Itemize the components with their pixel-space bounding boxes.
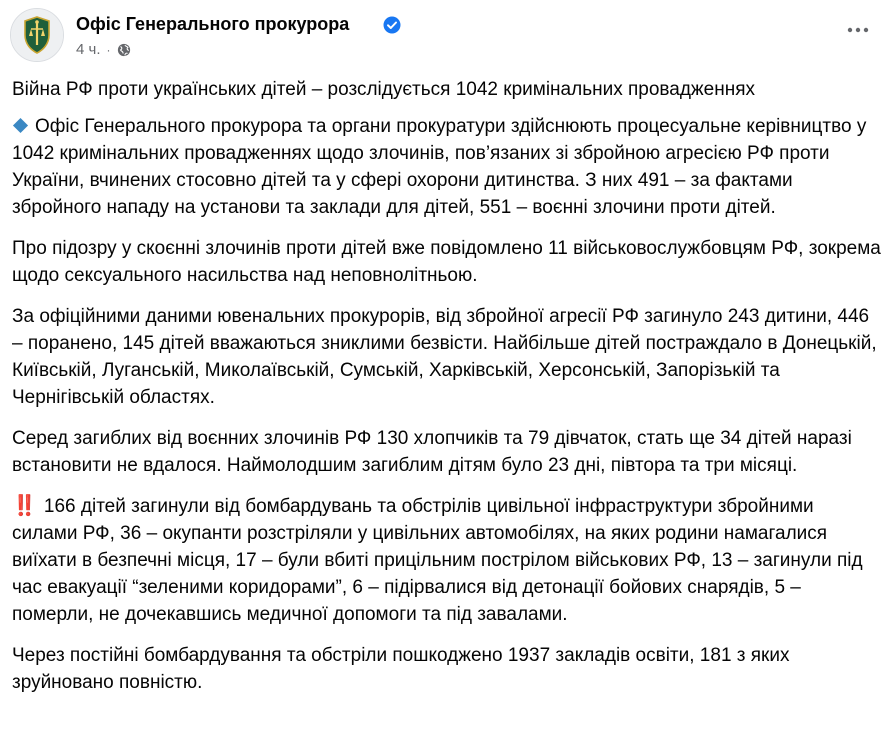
globe-icon[interactable]	[117, 43, 131, 57]
paragraph-text: Офіс Генерального прокурора та органи прокуратури здійснюють процесуальне керівництво у 1042 кримінальних провадженнях щодо злочинів, пов’язаних зі збройною агресією РФ проти України, вчинених стосовно дітей та у сфері охорони дитинства. З них 491 – за фактами збройного нападу на установи та заклади для дітей, 551 – воєнні злочини проти дітей.	[12, 116, 867, 218]
post-paragraph-3: За офіційними даними ювенальних прокурорів, від збройної агресії РФ загинуло 243 дитини, 446 – поранено, 145 дітей вважаються зниклими безвісти. Найбільше дітей постраждало в Донецькій, Київській, Луганській, Миколаївській, Сумській, Харківській, Херсонській, Запорізькій та Чернігівській областях.	[12, 306, 877, 408]
page-name-link[interactable]: Офіс Генерального прокурора	[76, 14, 350, 34]
post-body	[12, 76, 884, 710]
prosecutor-emblem-icon	[11, 9, 63, 61]
post-paragraph-1	[12, 113, 884, 221]
page-avatar[interactable]	[10, 8, 64, 62]
post-meta	[76, 41, 131, 58]
meta-separator: ·	[106, 42, 111, 57]
paragraph-text: 166 дітей загинули від бомбардувань та обстрілів цивільної інфраструктури збройними силами РФ, 36 – окупанти розстріляли у цивільних автомобілях, на яких родини намагалися виїхати в безпечні місця, 17 – були вбиті прицільним пострілом військових РФ, 13 – загинули під час евакуації “зеленими коридорами”, 6 – підірвалися від детонації бойових снарядів, 5 – померли, не дочекавшись медичної допомоги та під завалами.	[12, 496, 863, 625]
post-paragraph-2: Про підозру у скоєнні злочинів проти дітей вже повідомлено 11 військовослужбовцям РФ, зокрема щодо сексуального насильства над неповнолітньою.	[12, 238, 881, 286]
double-exclamation-icon: ‼️	[12, 495, 34, 517]
post-paragraph-5	[12, 493, 884, 628]
verified-badge-icon	[383, 16, 401, 34]
post-header	[10, 8, 880, 68]
more-horizontal-icon	[846, 26, 870, 34]
more-options-button[interactable]	[844, 18, 872, 42]
post-paragraph-4: Серед загиблих від воєнних злочинів РФ 130 хлопчиків та 79 дівчаток, стать ще 34 дітей наразі встановити не вдалося. Наймолодшим загиблим дітям було 23 дні, півтора та три місяці.	[12, 428, 852, 476]
post-timestamp[interactable]: 4 ч.	[76, 41, 101, 58]
post-paragraph-6: Через постійні бомбардування та обстріли пошкоджено 1937 закладів освіти, 181 з яких зруйновано повністю.	[12, 645, 790, 693]
post-title: Війна РФ проти українських дітей – розслідується 1042 кримінальних провадженнях	[12, 79, 755, 100]
small-blue-diamond-icon	[12, 117, 29, 134]
